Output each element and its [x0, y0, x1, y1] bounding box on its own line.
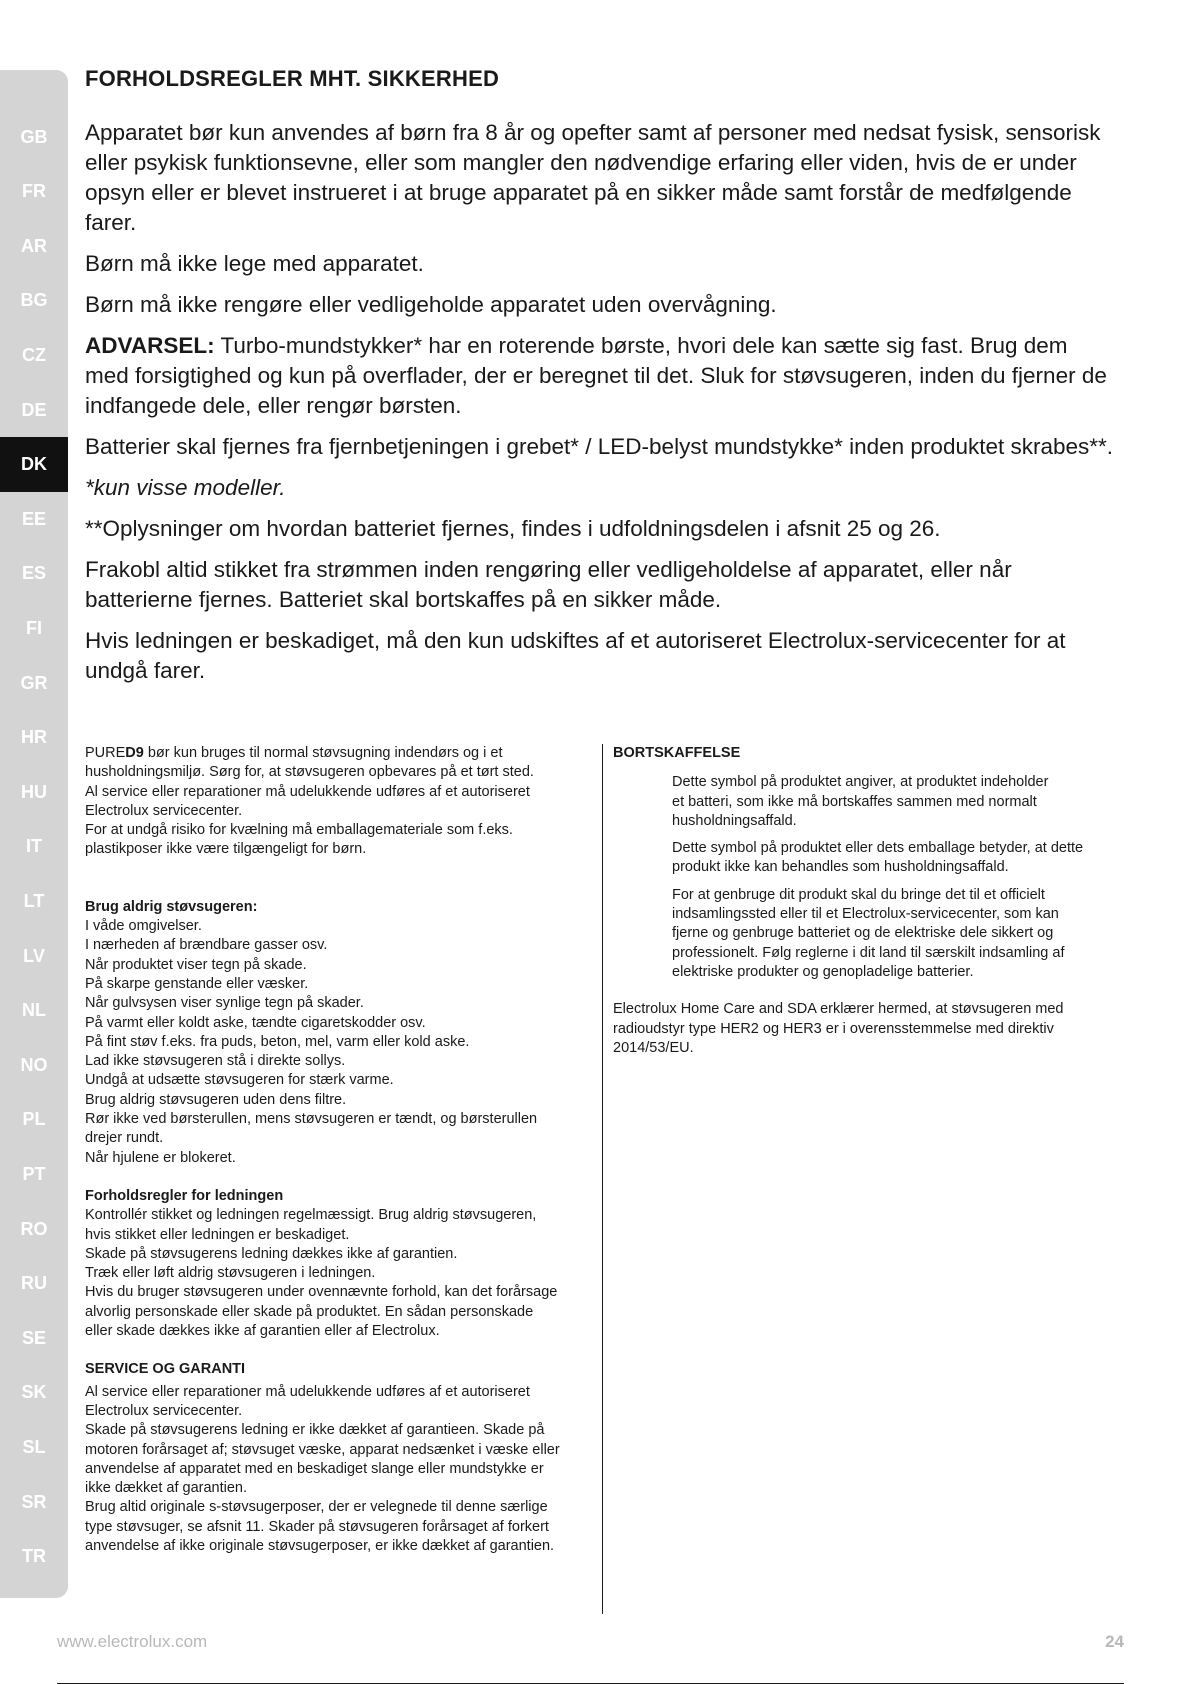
service-line: type støvsuger, se afsnit 11. Skader på støvsugeren forårsaget af forkert [85, 1518, 549, 1535]
lang-tab-sl[interactable]: SL [22, 1436, 46, 1457]
service-line: Brug altid originale s-støvsugerposer, der er velegnede til denne særlige [85, 1499, 548, 1516]
column-divider [602, 744, 603, 1614]
never-use-item: I våde omgivelser. [85, 918, 202, 935]
paragraph-children-cleaning: Børn må ikke rengøre eller vedligeholde apparatet uden overvågning. [85, 292, 777, 317]
language-sidebar [0, 70, 68, 1621]
service-line: Skade på støvsugerens ledning er ikke dækket af garantieen. Skade på [85, 1422, 545, 1439]
disposal-heading: BORTSKAFFELSE [613, 745, 741, 761]
lang-tab-es[interactable]: ES [21, 563, 46, 584]
paragraph-cord-replace: Hvis ledningen er beskadiget, må den kun udskiftes af et autoriseret Electrolux-servicecenter for at undgå farer. [85, 628, 1066, 683]
lang-tab-nl[interactable]: NL [22, 1000, 46, 1021]
lang-tab-ee[interactable]: EE [21, 508, 46, 529]
lang-tab-cz[interactable]: CZ [22, 344, 46, 365]
cord-item: eller skade dækkes ikke af garantien eller af Electrolux. [85, 1323, 440, 1340]
lang-tab-fi[interactable]: FI [26, 617, 42, 638]
lang-tab-pt[interactable]: PT [22, 1163, 46, 1184]
intro-line: For at undgå risiko for kvælning må emballagemateriale som f.eks. [85, 822, 513, 839]
footer-url[interactable]: www.electrolux.com [57, 1632, 208, 1651]
intro-line: husholdningsmiljø. Sørg for, at støvsugeren opbevares på et tørt sted. [85, 764, 534, 781]
lang-tab-dk[interactable]: DK [0, 437, 68, 492]
lang-tab-no[interactable]: NO [20, 1054, 48, 1075]
never-use-heading: Brug aldrig støvsugeren: [85, 898, 258, 915]
lang-tab-sr[interactable]: SR [21, 1491, 47, 1512]
never-use-item: Brug aldrig støvsugeren uden dens filtre. [85, 1091, 347, 1108]
lang-tab-bg[interactable]: BG [20, 290, 48, 311]
never-use-item: I nærheden af brændbare gasser osv. [85, 937, 328, 954]
service-line: anvendelse af apparatet med en beskadiget slange eller mundstykke er [85, 1460, 544, 1477]
page-title: FORHOLDSREGLER MHT. SIKKERHED [85, 66, 500, 91]
paragraph-battery-info: **Oplysninger om hvordan batteriet fjernes, findes i udfoldningsdelen i afsnit 25 og 26. [85, 516, 941, 541]
cord-item: alvorlig personskade eller skade på produktet. En sådan personskade [85, 1303, 534, 1320]
lang-tab-gb[interactable]: GB [20, 126, 48, 147]
paragraph-models-note: *kun visse modeller. [85, 475, 286, 500]
left-column [85, 744, 595, 1556]
cord-item: Hvis du bruger støvsugeren under ovennævnte forhold, kan det forårsage [85, 1284, 558, 1301]
never-use-item: Lad ikke støvsugeren stå i direkte sollys. [85, 1053, 346, 1070]
lang-tab-sk[interactable]: SK [21, 1382, 47, 1403]
never-use-item: Rør ikke ved børsterullen, mens støvsugeren er tændt, og børsterullen [85, 1111, 538, 1128]
disposal-product-symbol: Dette symbol på produktet eller dets emballage betyder, at dette produkt ikke kan behandles som husholdningsaffald. [672, 840, 1084, 876]
right-column [613, 744, 1113, 1058]
service-line: motoren forårsaget af; støvsuget væske, apparat nedsænket i væske eller [85, 1441, 560, 1458]
service-heading: SERVICE OG GARANTI [85, 1361, 246, 1378]
paragraph-batteries: Batterier skal fjernes fra fjernbetjeningen i grebet* / LED-belyst mundstykke* inden produktet skrabes**. [85, 434, 1114, 459]
never-use-item: På fint støv f.eks. fra puds, beton, mel, varm eller kold aske. [85, 1033, 470, 1050]
lang-tab-lt[interactable]: LT [23, 890, 45, 911]
warning-label: ADVARSEL: [85, 333, 215, 358]
paragraph-children-usage: Apparatet bør kun anvendes af børn fra 8 år og opefter samt af personer med nedsat fysisk, sensorisk eller psykisk funktionsevne, eller som mangler den nødvendige erfaring eller viden, hvis de er under opsyn eller er blevet instrueret i at bruge apparatet på en sikker måde samt forstår de medfølgende farer. [85, 120, 1101, 235]
lang-tab-pl[interactable]: PL [22, 1109, 46, 1130]
cord-item: Kontrollér stikket og ledningen regelmæssigt. Brug aldrig støvsugeren, [85, 1207, 537, 1224]
never-use-item: Når hjulene er blokeret. [85, 1149, 236, 1166]
lang-tab-gr[interactable]: GR [20, 672, 48, 693]
never-use-item: På varmt eller koldt aske, tændte cigaretskodder osv. [85, 1014, 426, 1031]
cord-item: Skade på støvsugerens ledning dækkes ikke af garantien. [85, 1245, 458, 1262]
service-line: ikke dækket af garantien. [85, 1480, 248, 1497]
never-use-item: drejer rundt. [85, 1130, 164, 1147]
disposal-battery-symbol: Dette symbol på produktet angiver, at produktet indeholder et batteri, som ikke må bortskaffes sammen med normalt husholdningsaffald. [672, 774, 1049, 829]
disposal-recycle: For at genbruge dit produkt skal du bringe det til et officielt indsamlingssted eller til et Electrolux-servicecenter, som kan fjerne og genbruge batteriet og de elektriske dele sikkert og professionelt. Følg reglerne i dit land til særskilt indsamling af elektriske produkter og genopladelige batterier. [672, 886, 1065, 980]
lang-tab-fr[interactable]: FR [22, 181, 46, 202]
safety-paragraphs [85, 118, 1115, 686]
paragraph-warning [85, 331, 1115, 421]
main-content [85, 66, 1115, 697]
lang-tab-hu[interactable]: HU [21, 781, 47, 802]
never-use-item: Når produktet viser tegn på skade. [85, 956, 307, 973]
lang-tab-lv[interactable]: LV [23, 945, 45, 966]
intro-line: PURED9 bør kun bruges til normal støvsugning indendørs og i et [85, 745, 503, 761]
lang-tab-ru[interactable]: RU [21, 1273, 47, 1294]
never-use-list [85, 917, 595, 1168]
page-number: 24 [1105, 1632, 1124, 1651]
lang-tab-tr[interactable]: TR [22, 1546, 46, 1567]
warning-text: Turbo-mundstykker* har en roterende børste, hvori dele kan sætte sig fast. Brug dem med forsigtighed og kun på overflader, der er beregnet til det. Sluk for støvsugeren, inden du fjerner de indfangede dele, eller rengør børsten. [85, 333, 1107, 418]
lang-tab-se[interactable]: SE [21, 1327, 46, 1348]
never-use-item: På skarpe genstande eller væsker. [85, 975, 309, 992]
declaration: Electrolux Home Care and SDA erklærer hermed, at støvsugeren med radioudstyr type HER2 og HER3 er i overensstemmelse med direktiv 2014/53/EU. [613, 1001, 1064, 1056]
service-line: Al service eller reparationer må udelukkende udføres af et autoriseret [85, 1383, 530, 1400]
intro-line: Electrolux servicecenter. [85, 802, 243, 819]
intro-line: plastikposer ikke være tilgængeligt for børn. [85, 841, 367, 858]
disposal-paragraphs [613, 773, 1113, 982]
service-line: anvendelse af ikke originale støvsugerposer, er ikke dækket af garantien. [85, 1537, 555, 1554]
never-use-item: Når gulvsysen viser synlige tegn på skader. [85, 995, 364, 1012]
cord-item: hvis stikket eller ledningen er beskadiget. [85, 1226, 350, 1243]
never-use-item: Undgå at udsætte støvsugeren for stærk varme. [85, 1072, 394, 1089]
intro-block [85, 744, 595, 860]
lang-tab-hr[interactable]: HR [21, 727, 47, 748]
lang-tab-ro[interactable]: RO [20, 1218, 48, 1239]
cord-list [85, 1206, 595, 1341]
paragraph-unplug: Frakobl altid stikket fra strømmen inden rengøring eller vedligeholdelse af apparatet, eller når batterierne fjernes. Batteriet skal bortskaffes på en sikker måde. [85, 557, 1012, 612]
service-line: Electrolux servicecenter. [85, 1402, 243, 1419]
lang-tab-ua[interactable]: UA [21, 1600, 47, 1621]
service-list [85, 1383, 595, 1557]
intro-line: Al service eller reparationer må udelukkende udføres af et autoriseret [85, 783, 530, 800]
cord-heading: Forholdsregler for ledningen [85, 1187, 284, 1204]
cord-item: Træk eller løft aldrig støvsugeren i ledningen. [85, 1265, 376, 1282]
paragraph-children-play: Børn må ikke lege med apparatet. [85, 251, 424, 276]
lang-tab-ar[interactable]: AR [21, 235, 47, 256]
lang-tab-it[interactable]: IT [26, 836, 42, 857]
lang-tab-de[interactable]: DE [21, 399, 47, 420]
